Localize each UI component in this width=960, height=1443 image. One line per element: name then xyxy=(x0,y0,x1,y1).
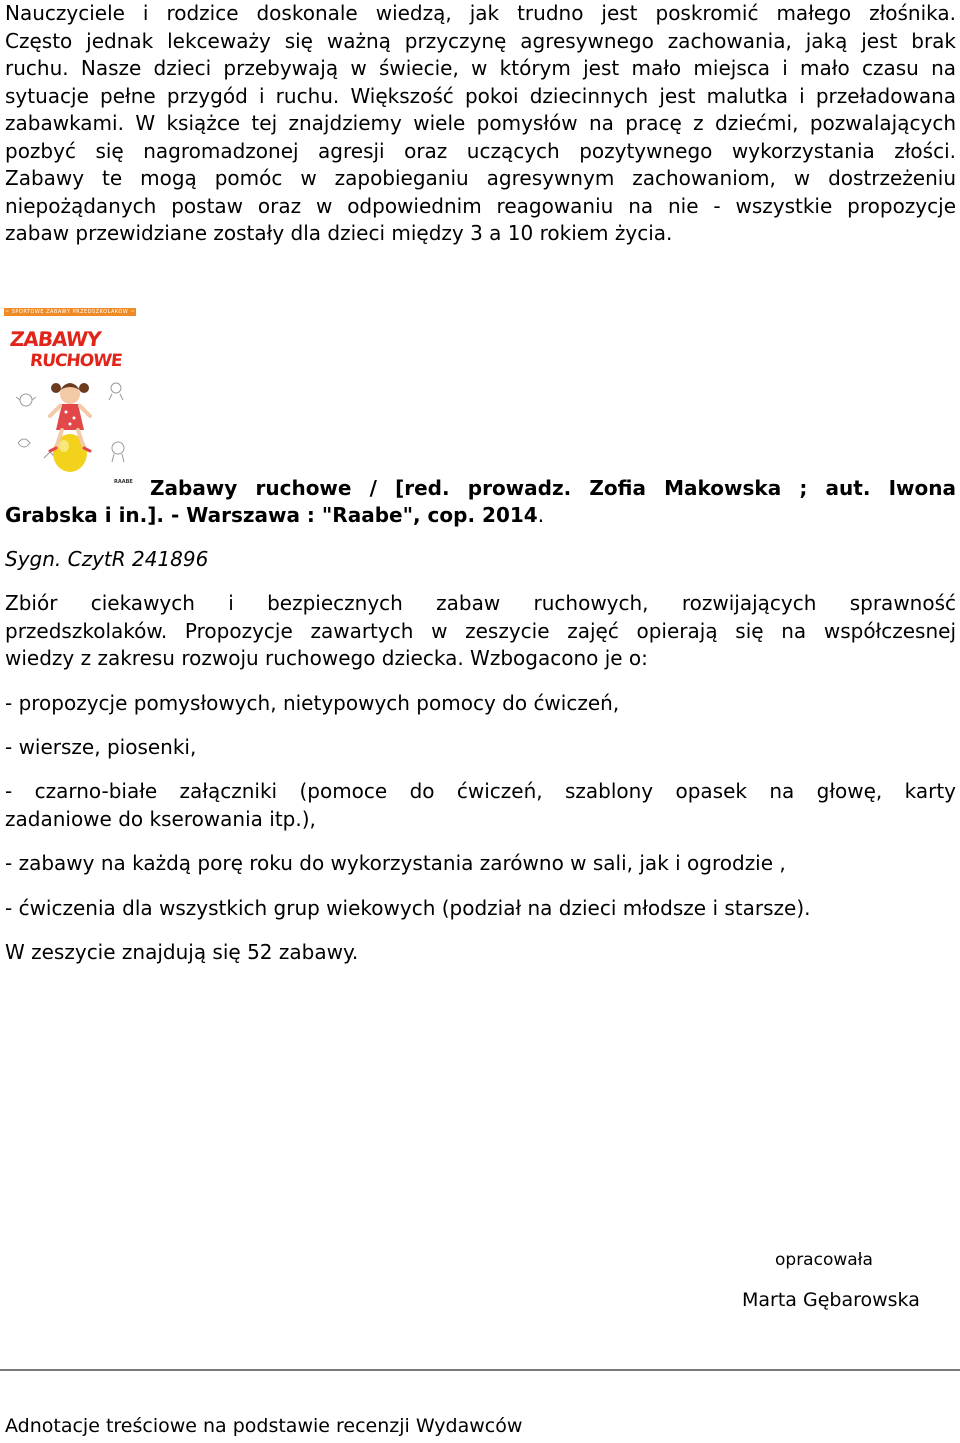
intro-line-3: ruchu. Nasze dzieci przebywają w świecie, w którym jest mało miejsca i mało czasu na xyxy=(5,56,956,80)
cover-title-line1: ZABAWY xyxy=(8,327,102,351)
list-item-attachments-line2: zadaniowe do kserowania itp.), xyxy=(5,806,316,831)
list-item-seasons: - zabawy na każdą porę roku do wykorzystania zarówno w sali, jak i ogrodzie , xyxy=(5,851,786,875)
cover-illustration xyxy=(4,308,136,488)
intro-line-1: Nauczyciele i rodzice doskonale wiedzą, jak trudno jest poskromić małego złośnika. xyxy=(5,1,956,25)
description-line-2: przedszkolaków. Propozycje zawartych w zeszycie zajęć opierają się na współczesnej xyxy=(5,618,956,643)
intro-line-8: niepożądanych postaw oraz w odpowiednim reagowaniu na nie - wszystkie propozycje xyxy=(5,193,956,218)
cover-band: ~ SPORTOWE ZABAWY PRZEDSZKOLAKÓW ~ xyxy=(4,309,136,315)
cover-publisher: RAABE xyxy=(114,479,133,485)
description-paragraph xyxy=(5,590,956,673)
cover-title-line2: RUCHOWE xyxy=(29,351,123,371)
description-line-3: wiedzy z zakresu rozwoju ruchowego dziecka. Wzbogacono je o: xyxy=(5,646,648,670)
book-title-period: . xyxy=(537,503,545,527)
intro-line-5: zabawkami. W książce tej znajdziemy wiele pomysłów na pracę z dziećmi, pozwalających xyxy=(5,111,956,135)
list-item-attachments-line1: - czarno-białe załączniki (pomoce do ćwiczeń, szablony opasek na głowę, karty xyxy=(5,779,956,803)
credit-label: opracowała xyxy=(775,1250,873,1270)
intro-line-7: Zabawy te mogą pomóc w zapobieganiu agresywnym zachowaniom, w dostrzeżeniu xyxy=(5,166,956,190)
footer-divider xyxy=(0,1369,960,1371)
summary-text: W zeszycie znajdują się 52 zabawy. xyxy=(5,940,359,964)
intro-line-2: Często jednak lekceważy się ważną przyczynę agresywnego zachowania, jaką jest brak xyxy=(5,28,956,53)
intro-line-9: zabaw przewidziane zostały dla dzieci między 3 a 10 rokiem życia. xyxy=(5,221,673,245)
book-title-line2-text: Grabska i in.]. - Warszawa : "Raabe", cop. 2014 xyxy=(5,503,538,527)
credit-name: Marta Gębarowska xyxy=(742,1289,920,1311)
book-cover-image xyxy=(4,308,136,488)
list-item-aids: - propozycje pomysłowych, nietypowych pomocy do ćwiczeń, xyxy=(5,691,620,715)
list-item-poems: - wiersze, piosenki, xyxy=(5,735,197,759)
description-line-1: Zbiór ciekawych i bezpiecznych zabaw ruchowych, rozwijających sprawność xyxy=(5,591,956,615)
intro-line-6: pozbyć się nagromadzonej agresji oraz uczących pozytywnego wykorzystania złości. xyxy=(5,138,956,163)
list-item-age-groups: - ćwiczenia dla wszystkich grup wiekowych (podział na dzieci młodsze i starsze). xyxy=(5,896,811,920)
book-title-line1: Zabawy ruchowe / [red. prowadz. Zofia Makowska ; aut. Iwona xyxy=(150,476,956,500)
call-number: Sygn. CzytR 241896 xyxy=(5,547,209,571)
book-title-line2 xyxy=(5,502,544,530)
footer-note: Adnotacje treściowe na podstawie recenzji Wydawców xyxy=(5,1415,523,1437)
list-item-attachments xyxy=(5,778,956,833)
intro-paragraph xyxy=(5,0,956,248)
intro-line-4: sytuacje pełne przygód i ruchu. Większość pokoi dziecinnych jest malutka i przeładowana xyxy=(5,83,956,108)
